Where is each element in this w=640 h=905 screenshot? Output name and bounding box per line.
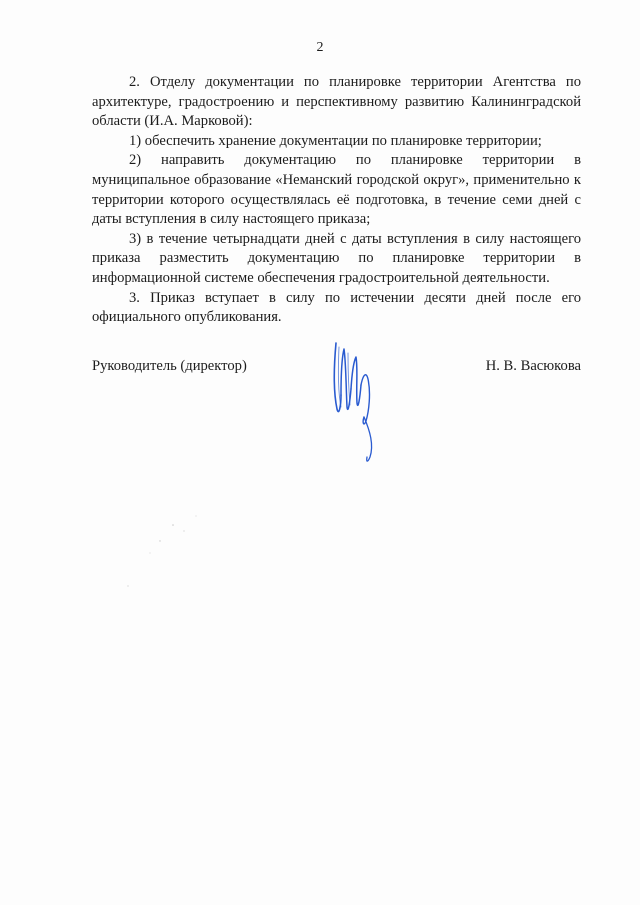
paragraph-item-3: 3. Приказ вступает в силу по истечении десяти дней после его официального опубликования. bbox=[92, 289, 581, 326]
paragraph-item-2: 2. Отделу документации по планировке территории Агентства по архитектуре, градостроению и перспективному развитию Калининградской области (И.А. Марковой): bbox=[92, 74, 581, 130]
handwritten-signature bbox=[322, 335, 382, 465]
signatory-name: Н. В. Васюкова bbox=[485, 358, 581, 374]
document-body bbox=[92, 73, 581, 328]
paragraph-subitem-2: 2) направить документацию по планировке территории в муниципальное образование «Неманский городской округ», применительно к территории которого осуществлялась её подготовка, в течение семи дней с даты вступления в силу настоящего приказа; bbox=[92, 152, 581, 228]
paragraph-subitem-1: 1) обеспечить хранение документации по планировке территории; bbox=[129, 132, 542, 149]
paragraph-subitem-3: 3) в течение четырнадцати дней с даты вступления в силу настоящего приказа разместить документацию по планировке территории в информационной системе обеспечения градостроительной деятельности. bbox=[92, 230, 581, 286]
signatory-position: Руководитель (директор) bbox=[92, 358, 247, 374]
page-number: 2 bbox=[316, 40, 324, 55]
